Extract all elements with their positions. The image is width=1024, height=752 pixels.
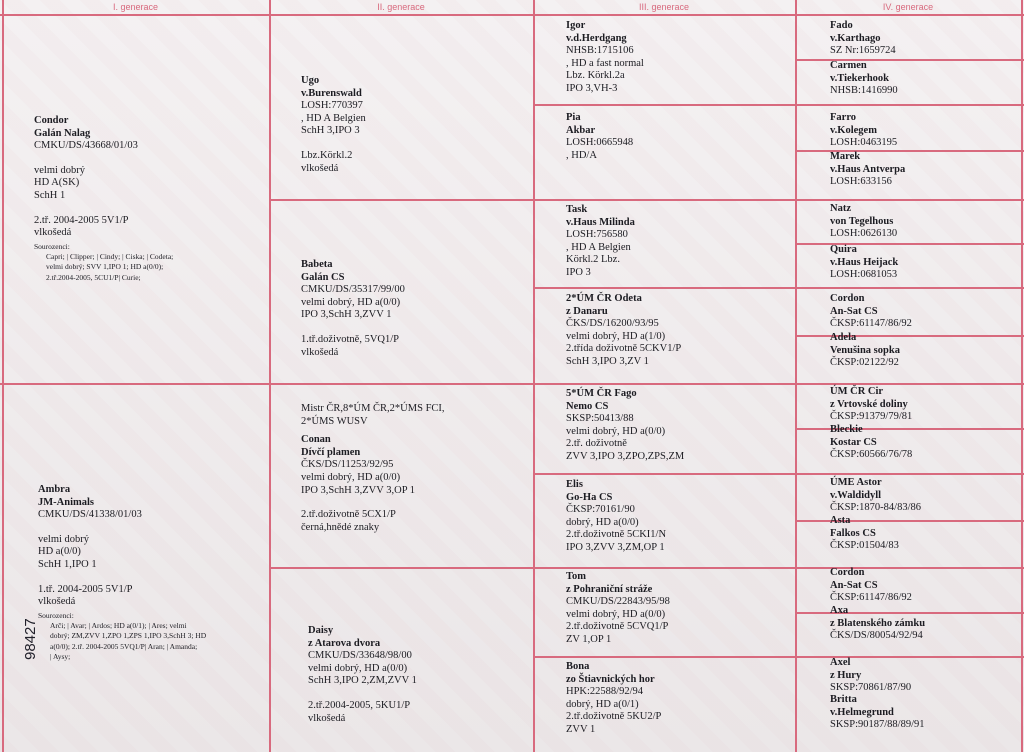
gen2-dam-dam [308, 625, 417, 725]
siblings-line: | Aysy; [50, 652, 71, 662]
registration: ČKSP:1870-84/83/86 [830, 502, 922, 514]
detail-line: , HD A Belgien [301, 112, 366, 124]
evaluation: velmi dobrý [34, 164, 86, 176]
gen4-ancestor-1 [830, 20, 896, 58]
dog-name: Ugo [301, 75, 320, 86]
dog-kennel: Galán CS [301, 271, 345, 283]
detail-line: velmi dobrý, HD a(0/0) [308, 662, 408, 674]
gen3-ancestor-7 [566, 571, 670, 647]
grid-line [269, 199, 1024, 201]
registration: ČKSP:91379/79/81 [830, 411, 913, 423]
dog-name: Marek [830, 151, 861, 162]
dog-kennel: v.Kolegem [830, 124, 877, 136]
detail-line: HPK:22588/92/94 [566, 686, 644, 698]
breeding-class: 2.tř. 2004-2005 5V1/P [34, 214, 129, 226]
dog-kennel: v.Haus Heijack [830, 256, 899, 268]
dog-kennel: Venušina sopka [830, 344, 900, 356]
detail-line: velmi dobrý, HD a(0/0) [566, 425, 666, 437]
siblings-line: velmi dobrý; SVV 1,IPO 1; HD a(0/0); [46, 262, 164, 272]
dog-name: Babeta [301, 259, 333, 270]
detail-line: IPO 3,SchH 3,ZVV 3,OP 1 [301, 484, 416, 496]
document-number: 98427 [22, 618, 39, 660]
dog-name: ÚME Astor [830, 477, 882, 488]
dog-kennel: Dívčí plamen [301, 446, 361, 458]
dog-name: Cordon [830, 567, 865, 578]
registration: SZ Nr:1659724 [830, 45, 896, 57]
grid-line [269, 0, 271, 752]
gen2-sire-dam [301, 259, 405, 359]
registration: LOSH:0463195 [830, 137, 898, 149]
dog-name: Axa [830, 605, 849, 616]
gen4-ancestor-12 [830, 515, 899, 553]
dog-name: Adela [830, 332, 857, 343]
detail-line: dobrý, HD a(0/1) [566, 698, 639, 710]
dog-name: Ambra [38, 484, 71, 495]
gen4-ancestor-7 [830, 293, 912, 331]
dog-name: Elis [566, 479, 583, 490]
siblings-title: Sourozenci: [34, 241, 70, 251]
detail-line: Körkl.2 Lbz. [566, 254, 620, 266]
dog-kennel: Nemo CS [566, 400, 609, 412]
dog-name: Natz [830, 203, 851, 214]
gen4-ancestor-11 [830, 477, 921, 515]
gen4-ancestor-14 [830, 605, 925, 643]
exam: SchH 1 [34, 189, 66, 201]
registration: SKSP:90187/88/89/91 [830, 719, 925, 731]
detail-line: 2.tř.2004-2005, 5KU1/P [308, 699, 411, 711]
grid-line [533, 104, 1024, 106]
dog-kennel: von Tegelhous [830, 215, 894, 227]
detail-line: SchH 3,IPO 3,ZV 1 [566, 355, 649, 367]
dog-kennel: z Hury [830, 669, 862, 681]
detail-line: Lbz.Körkl.2 [301, 149, 353, 161]
detail-line: , HD A Belgien [566, 241, 631, 253]
registration: ČKSP:02122/92 [830, 357, 899, 369]
registration: NHSB:1416990 [830, 85, 898, 97]
gen4-ancestor-9 [830, 386, 912, 424]
detail-line: SchH 3,IPO 3 [301, 125, 360, 137]
gen2-sire-sire [301, 75, 366, 175]
dog-name: Quira [830, 244, 857, 255]
siblings-title: Sourozenci: [38, 610, 74, 620]
detail-line: CMKU/DS/22843/95/98 [566, 596, 670, 608]
gen2-dam-sire [301, 403, 445, 534]
dog-kennel: An-Sat CS [830, 305, 878, 317]
grid-line [0, 14, 1024, 16]
dog-kennel: Kostar CS [830, 436, 877, 448]
dog-name: Daisy [308, 625, 334, 636]
detail-line: IPO 3,VH-3 [566, 82, 618, 94]
registration: ČKSP:61147/86/92 [830, 592, 912, 604]
siblings-line: Capri; | Clipper; | Cindy; | Ciska; | Codeta; [46, 251, 174, 261]
registration: CMKU/DS/41338/01/03 [38, 509, 142, 521]
colour: vlkošedá [301, 162, 339, 174]
detail-line: ČKSP:70161/90 [566, 504, 635, 516]
gen4-ancestor-8 [830, 332, 900, 370]
detail-line: 2.tř.doživotně 5CVQ1/P [566, 621, 669, 633]
dog-kennel: z Vrtovské doliny [830, 398, 908, 410]
dog-name: Axel [830, 657, 851, 668]
hd-result: HD A(SK) [34, 177, 80, 189]
detail-line: SchH 3,IPO 2,ZM,ZVV 1 [308, 675, 417, 687]
dog-kennel: Go-Ha CS [566, 491, 613, 503]
gen4-ancestor-5 [830, 203, 897, 241]
grid-line [533, 0, 535, 752]
gen4-ancestor-15 [830, 657, 911, 695]
dog-name: Task [566, 204, 588, 215]
detail-line: ZVV 3,IPO 3,ZPO,ZPS,ZM [566, 450, 685, 462]
registration: ČKSP:61147/86/92 [830, 318, 912, 330]
header-gen3: III. generace [638, 2, 690, 12]
detail-line: ČKS/DS/11253/92/95 [301, 459, 394, 471]
gen1-dam [38, 484, 206, 663]
dog-name: 2*ÚM ČR Odeta [566, 293, 642, 304]
dog-kennel: z Pohraniční stráže [566, 583, 653, 595]
grid-line [0, 383, 1024, 385]
gen4-ancestor-6 [830, 244, 898, 282]
dog-kennel: v.Helmegrund [830, 706, 894, 718]
dog-kennel: z Danaru [566, 305, 608, 317]
detail-line: IPO 3,ZVV 3,ZM,OP 1 [566, 541, 665, 553]
detail-line: 2.tř.doživotně 5KU2/P [566, 711, 662, 723]
siblings-line: Arči; | Avar; | Ardos; HD a(0/1); | Ares; velmi [50, 620, 187, 630]
dog-kennel: z Blatenského zámku [830, 617, 926, 629]
gen3-ancestor-5 [566, 388, 684, 464]
gen3-ancestor-1 [566, 20, 644, 96]
grid-line [533, 287, 1024, 289]
dog-kennel: JM-Animals [38, 496, 94, 508]
detail-line: SKSP:50413/88 [566, 413, 634, 425]
grid-line [533, 656, 1024, 658]
gen3-ancestor-6 [566, 479, 666, 555]
registration: LOSH:0626130 [830, 228, 898, 240]
gen1-sire [34, 115, 173, 283]
dog-name: Fado [830, 20, 853, 31]
detail-line: IPO 3,SchH 3,ZVV 1 [301, 309, 392, 321]
registration: CMKU/DS/43668/01/03 [34, 140, 138, 152]
detail-line: velmi dobrý, HD a(0/0) [301, 471, 401, 483]
detail-line: , HD/A [566, 149, 597, 161]
gen4-ancestor-2 [830, 60, 898, 98]
registration: LOSH:0681053 [830, 269, 898, 281]
detail-line: , HD a fast normal [566, 57, 644, 69]
dog-kennel: v.Waldidyll [830, 489, 882, 501]
grid-line [795, 0, 797, 752]
colour: černá,hnědé znaky [301, 521, 380, 533]
detail-line: 2.tř. doživotně [566, 438, 627, 450]
hd-result: HD a(0/0) [38, 546, 81, 558]
dog-name: Tom [566, 571, 587, 582]
header-gen4: IV. generace [882, 2, 934, 12]
dog-kennel: Falkos CS [830, 527, 876, 539]
detail-line: ČKS/DS/16200/93/95 [566, 318, 659, 330]
dog-kennel: z Atarova dvora [308, 637, 381, 649]
gen4-ancestor-16 [830, 694, 925, 732]
dog-kennel: Galán Nalag [34, 127, 91, 139]
registration: ČKSP:01504/83 [830, 540, 899, 552]
dog-kennel: v.Karthago [830, 32, 881, 44]
detail-line: Lbz. Körkl.2a [566, 70, 625, 82]
titles-line: 2*ÚMS WUSV [301, 415, 368, 427]
detail-line: LOSH:756580 [566, 229, 628, 241]
registration: LOSH:633156 [830, 176, 892, 188]
detail-line: IPO 3 [566, 266, 591, 278]
gen3-ancestor-8 [566, 661, 661, 737]
dog-kennel: zo Štiavnických hor [566, 673, 655, 685]
detail-line: 1.tř.doživotně, 5VQ1/P [301, 333, 399, 345]
dog-kennel: v.Haus Antverpa [830, 163, 906, 175]
detail-line: 2.třída doživotně 5CKV1/P [566, 343, 682, 355]
gen3-ancestor-3 [566, 204, 635, 280]
detail-line: ZV 1,OP 1 [566, 633, 612, 645]
dog-name: Condor [34, 115, 69, 126]
dog-name: Conan [301, 434, 331, 446]
colour: vlkošedá [301, 346, 339, 358]
detail-line: CMKU/DS/33648/98/00 [308, 650, 412, 662]
dog-name: Britta [830, 694, 857, 705]
grid-line [1021, 0, 1023, 752]
dog-name: 5*ÚM ČR Fago [566, 388, 637, 399]
header-gen1: I. generace [112, 2, 159, 12]
detail-line: 2.tř.doživotně 5CX1/P [301, 509, 396, 521]
detail-line: dobrý, HD a(0/0) [566, 516, 639, 528]
dog-name: Carmen [830, 60, 867, 71]
dog-kennel: v.Tiekerhook [830, 72, 890, 84]
detail-line: ZVV 1 [566, 723, 596, 735]
dog-name: Bona [566, 661, 590, 672]
detail-line: 2.tř.doživotně 5CKI1/N [566, 529, 667, 541]
breeding-class: 1.tř. 2004-2005 5V1/P [38, 583, 133, 595]
dog-name: Igor [566, 20, 586, 31]
grid-line [2, 0, 4, 752]
colour: vlkošedá [308, 712, 346, 724]
gen4-ancestor-4 [830, 151, 905, 189]
dog-name: Cordon [830, 293, 865, 304]
evaluation: velmi dobrý [38, 533, 90, 545]
grid-line [533, 473, 1024, 475]
dog-kennel: Akbar [566, 124, 596, 136]
gen4-ancestor-3 [830, 112, 897, 150]
dog-name: ÚM ČR Cir [830, 386, 884, 397]
registration: SKSP:70861/87/90 [830, 682, 912, 694]
dog-name: Bleckie [830, 424, 863, 435]
dog-kennel: v.Burenswald [301, 87, 362, 99]
colour: vlkošedá [34, 227, 72, 239]
registration: ČKSP:60566/76/78 [830, 449, 913, 461]
detail-line: velmi dobrý, HD a(0/0) [566, 608, 666, 620]
detail-line: LOSH:770397 [301, 100, 363, 112]
detail-line: velmi dobrý, HD a(1/0) [566, 330, 666, 342]
dog-name: Pia [566, 112, 581, 123]
detail-line: NHSB:1715106 [566, 45, 634, 57]
dog-name: Asta [830, 515, 851, 526]
gen4-ancestor-13 [830, 567, 912, 605]
header-gen2: II. generace [377, 2, 425, 12]
registration: ČKS/DS/80054/92/94 [830, 630, 923, 642]
gen3-ancestor-4 [566, 293, 681, 369]
dog-name: Farro [830, 112, 857, 123]
detail-line: LOSH:0665948 [566, 137, 634, 149]
dog-kennel: v.Haus Milinda [566, 216, 635, 228]
detail-line: CMKU/DS/35317/99/00 [301, 284, 405, 296]
gen4-ancestor-10 [830, 424, 912, 462]
exam: SchH 1,IPO 1 [38, 558, 97, 570]
titles-line: Mistr ČR,8*ÚM ČR,2*ÚMS FCI, [301, 403, 445, 414]
detail-line: velmi dobrý, HD a(0/0) [301, 296, 401, 308]
colour: vlkošedá [38, 596, 76, 608]
siblings-line: a(0/0); 2.tř. 2004-2005 5VQ1/P| Aran; | Amanda; [50, 641, 198, 651]
gen3-ancestor-2 [566, 112, 633, 162]
dog-kennel: v.d.Herdgang [566, 32, 627, 44]
siblings-line: 2.tř.2004-2005, 5CU1/P| Curie; [46, 272, 141, 282]
siblings-line: dobrý; ZM,ZVV 1,ZPO 1,ZPS 1,IPO 3,SchH 3; HD [50, 631, 207, 641]
dog-kennel: An-Sat CS [830, 579, 878, 591]
